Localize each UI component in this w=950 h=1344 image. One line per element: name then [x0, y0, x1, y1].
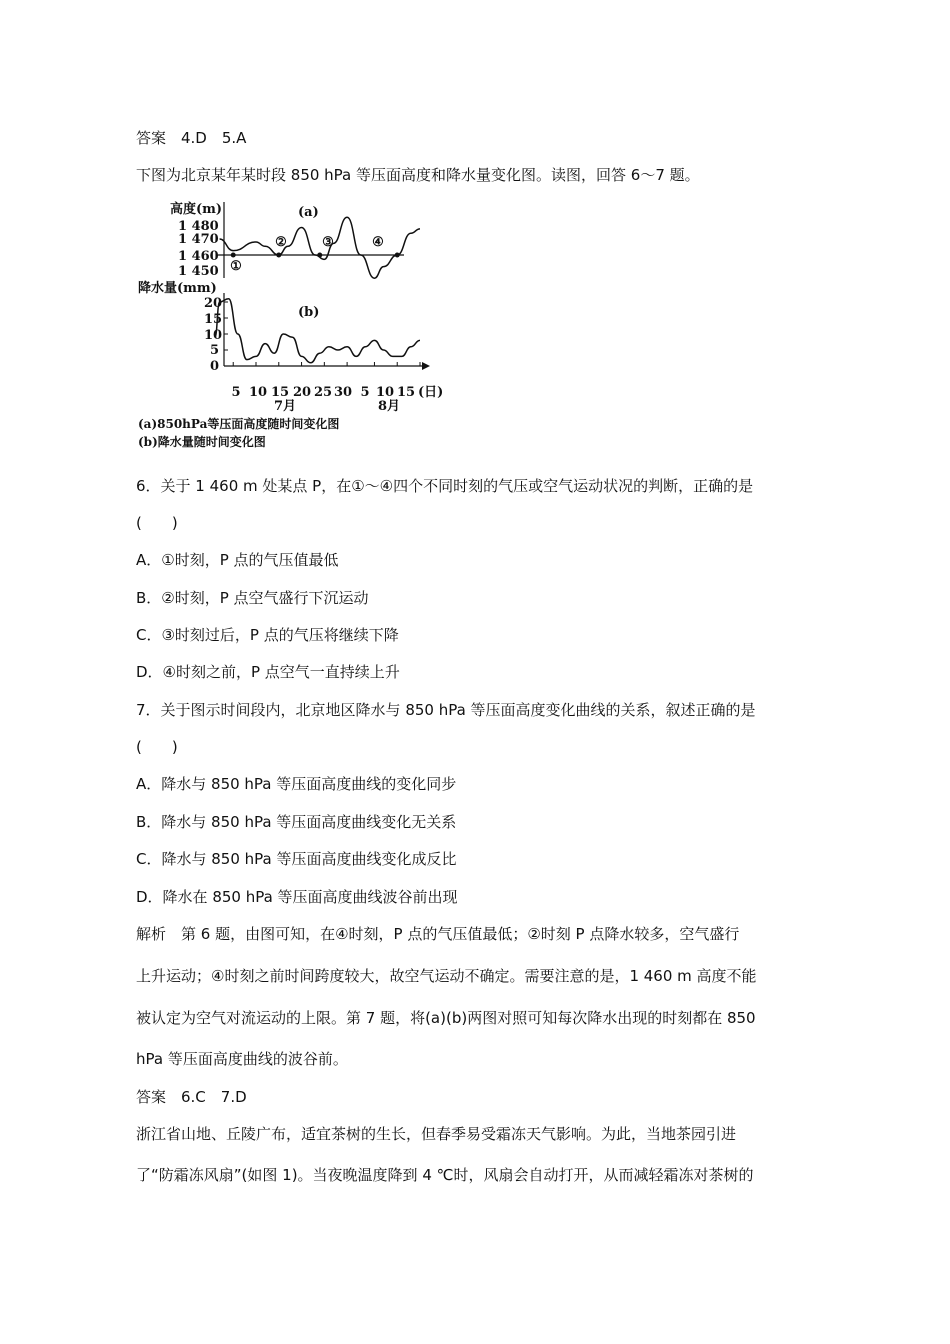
b-tick: 10	[204, 328, 223, 343]
a-tick: 1 450	[178, 264, 219, 279]
b-ylabel: 降水量(mm)	[138, 281, 217, 296]
answer-6-7: 答案 6.C 7.D	[136, 1088, 247, 1106]
x-tick: 30	[333, 385, 353, 400]
caption-a: (a)850hPa等压面高度随时间变化图	[138, 417, 340, 431]
b-tick: 5	[210, 343, 220, 358]
a-height-line	[220, 217, 420, 278]
marker-1: ①	[230, 259, 242, 274]
a-marker-point	[231, 253, 236, 258]
marker-2: ②	[275, 235, 287, 250]
answer-4-5: 答案 4.D 5.A	[136, 129, 247, 147]
option-7c: C．降水与 850 hPa 等压面高度曲线变化成反比	[136, 850, 457, 868]
a-marker-point	[276, 253, 281, 258]
analysis-line-4: hPa 等压面高度曲线的波谷前。	[136, 1050, 348, 1068]
question-7: 7．关于图示时间段内，北京地区降水与 850 hPa 等压面高度变化曲线的关系，叙述正确的是	[136, 701, 756, 719]
x-tick: 15	[270, 385, 290, 400]
option-6a: A．①时刻，P 点的气压值最低	[136, 551, 339, 569]
option-7a: A．降水与 850 hPa 等压面高度曲线的变化同步	[136, 775, 457, 793]
b-label: (b)	[298, 305, 320, 320]
question-6-bracket: ( )	[136, 514, 178, 532]
option-7d: D．降水在 850 hPa 等压面高度曲线波谷前出现	[136, 888, 458, 906]
x-tick: 25	[313, 385, 333, 400]
intro-6-7: 下图为北京某年某时段 850 hPa 等压面高度和降水量变化图。读图，回答 6～7 题。	[136, 166, 700, 184]
x-tick: 5	[360, 385, 370, 400]
x-axis-arrow	[422, 362, 430, 370]
b-tick: 15	[204, 312, 223, 327]
x-tick: 15	[396, 385, 416, 400]
analysis-line-1: 解析 第 6 题，由图可知，在④时刻，P 点的气压值最低；②时刻 P 点降水较多，空气盛行	[136, 925, 740, 943]
option-7b: B．降水与 850 hPa 等压面高度曲线变化无关系	[136, 813, 457, 831]
marker-3: ③	[322, 235, 334, 250]
analysis-line-3: 被认定为空气对流运动的上限。第 7 题，将(a)(b)两图对照可知每次降水出现的时刻都在 850	[136, 1009, 756, 1027]
figure-pressure-precip	[138, 198, 444, 460]
month-july: 7月	[274, 399, 297, 414]
a-tick: 1 460	[178, 249, 219, 264]
paragraph-line-1: 浙江省山地、丘陵广布，适宜茶树的生长，但春季易受霜冻天气影响。为此，当地茶园引进	[136, 1125, 737, 1143]
caption-b: (b)降水量随时间变化图	[138, 435, 266, 449]
option-6b: B．②时刻，P 点空气盛行下沉运动	[136, 589, 369, 607]
question-7-bracket: ( )	[136, 738, 178, 756]
a-tick: 1 470	[178, 232, 219, 247]
b-tick: 0	[210, 359, 220, 374]
x-unit: (日)	[418, 385, 444, 400]
marker-4: ④	[372, 235, 384, 250]
analysis-line-2: 上升运动；④时刻之前时间跨度较大，故空气运动不确定。需要注意的是，1 460 m 高度不能	[136, 967, 757, 985]
option-6c: C．③时刻过后，P 点的气压将继续下降	[136, 626, 399, 644]
a-tick: 1 480	[178, 219, 219, 234]
a-label: (a)	[298, 205, 319, 220]
a-marker-point	[317, 253, 322, 258]
question-6: 6．关于 1 460 m 处某点 P，在①～④四个不同时刻的气压或空气运动状况的判断，正确的是	[136, 477, 754, 495]
month-august: 8月	[378, 399, 401, 414]
option-6d: D．④时刻之前，P 点空气一直持续上升	[136, 663, 400, 681]
a-ylabel: 高度(m)	[170, 202, 223, 217]
x-tick: 10	[375, 385, 395, 400]
a-marker-point	[395, 253, 400, 258]
figure-svg	[138, 198, 444, 460]
paragraph-line-2: 了“防霜冻风扇”(如图 1)。当夜晚温度降到 4 ℃时，风扇会自动打开，从而减轻霜冻对茶树的	[136, 1166, 754, 1184]
x-tick: 5	[231, 385, 241, 400]
x-tick: 20	[292, 385, 312, 400]
b-tick: 20	[204, 296, 223, 311]
x-tick: 10	[248, 385, 268, 400]
